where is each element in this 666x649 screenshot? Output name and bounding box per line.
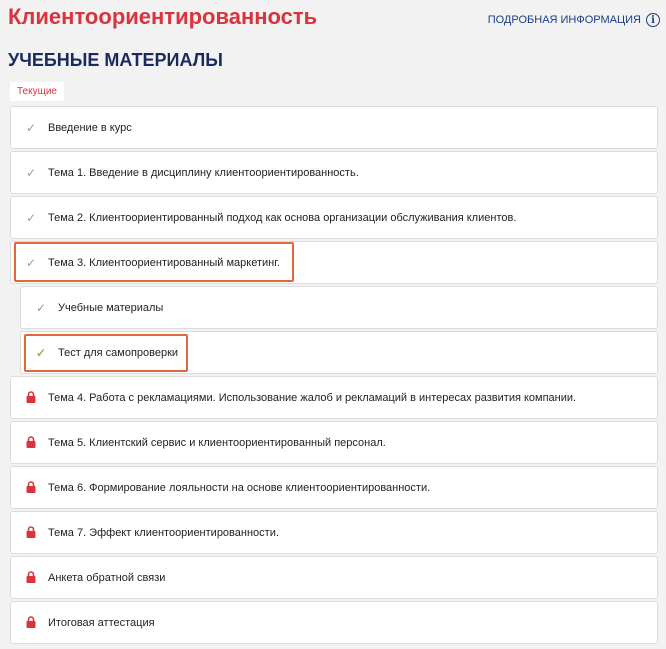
module-item-topic-3[interactable] [10, 241, 658, 284]
course-title: Клиентоориентированность [8, 4, 318, 29]
check-icon: ✓ [25, 210, 37, 225]
lock-icon [24, 571, 38, 585]
lock-icon [24, 481, 38, 495]
submodule-item-materials[interactable] [20, 286, 658, 329]
lock-icon [24, 436, 38, 450]
lock-icon [24, 616, 38, 630]
tab-current[interactable]: Текущие [10, 82, 64, 101]
info-icon: i [646, 13, 660, 27]
section-heading: УЧЕБНЫЕ МАТЕРИАЛЫ [8, 50, 223, 70]
module-item-topic-2[interactable] [10, 196, 658, 239]
module-item-topic-6[interactable] [10, 466, 658, 509]
lock-icon [24, 526, 38, 540]
check-icon: ✓ [25, 165, 37, 180]
module-item-label: Введение в курс [48, 121, 132, 134]
module-item-topic-1[interactable] [10, 151, 658, 194]
module-item-label: Итоговая аттестация [48, 616, 155, 629]
module-item-label: Тема 7. Эффект клиентоориентированности. [48, 526, 279, 539]
module-item-label: Тест для самопроверки [58, 346, 179, 359]
lock-icon [24, 391, 38, 405]
check-icon: ✓ [25, 120, 37, 135]
module-item-label: Тема 6. Формирование лояльности на основе клиентоориентированности. [48, 481, 431, 494]
module-item-label: Тема 4. Работа с рекламациями. Использование жалоб и рекламаций в интересах развития компании. [48, 391, 577, 404]
module-item-label: Анкета обратной связи [48, 571, 166, 584]
check-icon: ✓ [35, 300, 47, 315]
module-item-final-exam[interactable] [10, 601, 658, 644]
submodule-item-self-test[interactable] [20, 331, 658, 374]
module-item-label: Учебные материалы [58, 301, 164, 314]
more-info-link[interactable] [488, 13, 660, 27]
more-info-label: ПОДРОБНАЯ ИНФОРМАЦИЯ [487, 14, 641, 26]
module-item-feedback[interactable] [10, 556, 658, 599]
module-item-label: Тема 3. Клиентоориентированный маркетинг. [48, 256, 280, 269]
module-item-intro[interactable] [10, 106, 658, 149]
module-item-topic-7[interactable] [10, 511, 658, 554]
module-item-label: Тема 1. Введение в дисциплину клиентоориентированность. [48, 166, 359, 179]
module-item-topic-4[interactable] [10, 376, 658, 419]
module-item-label: Тема 5. Клиентский сервис и клиентоориентированный персонал. [48, 436, 386, 449]
module-item-label: Тема 2. Клиентоориентированный подход как основа организации обслуживания клиентов. [48, 211, 517, 224]
module-item-topic-5[interactable] [10, 421, 658, 464]
check-icon: ✓ [35, 345, 47, 360]
check-icon: ✓ [25, 255, 37, 270]
